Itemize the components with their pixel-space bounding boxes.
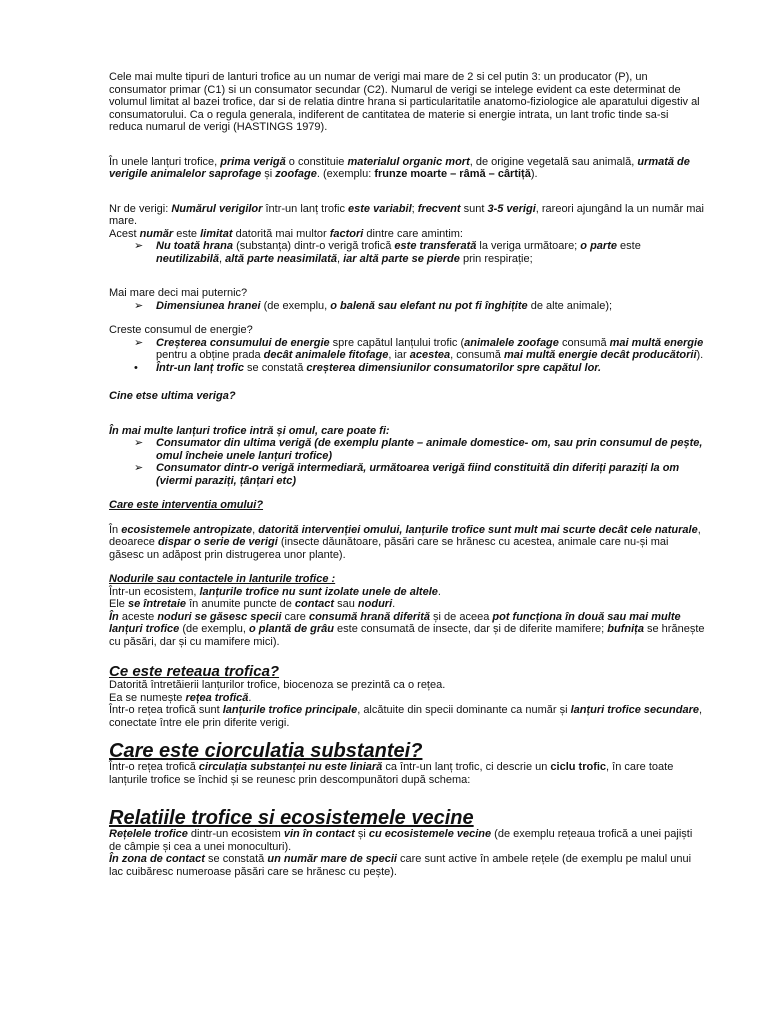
text-run: prima verigă — [220, 155, 286, 168]
text-run: vin în contact — [283, 828, 355, 840]
text-run: decât animalele fitofage — [263, 349, 389, 361]
text-run: bufnița — [607, 623, 644, 635]
text-run: , în care toate lanțurile trofice se închid și se reunesc prin descompunători după schema: — [109, 761, 674, 786]
text-run: de alte animale); — [527, 299, 613, 312]
text-run: și — [261, 168, 276, 180]
question-puternic: Mai mare deci mai puternic? — [109, 287, 248, 299]
text-run: Într-o rețea trofică sunt — [109, 704, 223, 716]
text-run: care sunt active în ambele rețele (de exemplu pe malul unui lac cuibăresc numeroase păsări care se hrănesc cu pește). — [109, 853, 692, 878]
relatii-line-1 — [109, 828, 705, 853]
text-run: pentru a obține prada — [156, 349, 264, 361]
text-run: circulația substanței nu este liniară — [198, 761, 383, 773]
text-run: prin respirație; — [459, 252, 533, 265]
text-run: rețea trofică — [185, 691, 249, 704]
text-run: (de exemplu, — [179, 623, 249, 635]
text-run: (de exemplu, — [260, 299, 331, 312]
list-item — [109, 462, 705, 487]
text-run: Creșterea consumului de energie — [156, 336, 330, 349]
text-run: ). — [696, 349, 704, 361]
text-run: aceste — [118, 610, 158, 623]
text-run: urmată de verigile animalelor saprofage — [109, 155, 690, 180]
text-run: Acest — [109, 227, 140, 240]
text-run: ecosistemele antropizate — [121, 523, 253, 536]
text-run: limitat — [200, 227, 233, 240]
text-run: consumă — [558, 336, 610, 349]
text-run: (de exemplu rețeaua trofică a unei pajiști de câmpie și cea a unei monoculturi). — [109, 828, 693, 853]
text-run: dispar o serie de verigi — [157, 536, 278, 548]
text-run: datorită mai multor — [232, 227, 330, 240]
text-run: pot funcționa în două sau mai multe lanțuri trofice — [109, 610, 681, 635]
question-ultima: Cine etse ultima veriga? — [109, 390, 236, 402]
text-run: zoofage — [275, 168, 317, 180]
text-run: Consumator din ultima verigă (de exemplu plante – animale domestice- om, sau prin consumul de pește, omul încheie unele lanțuri trofice) — [156, 437, 703, 462]
text-run: În — [109, 523, 122, 536]
text-run: . — [392, 598, 396, 610]
text-run: , rareori ajungând la un număr mai mare. — [109, 202, 704, 227]
section-heading: Ce este reteaua trofica? — [109, 663, 280, 680]
text-run: altă parte neasimilată — [225, 252, 337, 265]
noduri-line-1 — [109, 586, 705, 599]
text-run: În zona de contact — [109, 853, 205, 865]
text-run: Dimensiunea hranei — [156, 299, 261, 312]
intro-paragraph: Cele mai multe tipuri de lanturi trofice au un numar de verigi mai mare de 2 si cel putin 3: un producator (P), un consumator primar (C1) si un consumator secundar (C2). Numarul de verigi se intelege evident ca este determinat de volumul limitat al bazei trofice, dar si de relatia dintre hrana si particularitatile anatomo-fiziologice ale aparatului digestiv al consumatorului. Ca o regula generala, indiferent de cantitatea de materie si energie intrata, un lant trofic tinde sa-si reduca numarul de verigi (HASTINGS 1979). — [109, 71, 700, 133]
arrow-bullet-icon: ➢ — [134, 299, 144, 312]
text-run: în anumite puncte de — [186, 598, 295, 610]
arrow-bullet-icon: ➢ — [134, 336, 144, 349]
text-run: noduri se găsesc specii — [157, 610, 282, 623]
list-item — [109, 300, 705, 313]
text-run: dintr-un ecosistem — [187, 828, 284, 840]
list-item — [109, 437, 705, 462]
arrow-bullet-icon: ➢ — [134, 462, 144, 474]
text-run: (substanța) dintr-o verigă trofică — [233, 240, 395, 252]
text-run: o balenă sau elefant nu pot fi înghițite — [330, 299, 528, 312]
text-run: , deoarece — [109, 523, 701, 548]
text-run: se constată — [244, 361, 307, 374]
text-run: se hrănește cu păsări, dar și cu mamifere mici). — [109, 623, 705, 648]
acest-numar-paragraph — [109, 228, 705, 241]
noduri-title: Nodurile sau contactele in lanturile trofice : — [109, 573, 336, 585]
text-run: lanțuri trofice secundare — [570, 704, 699, 716]
text-run: neutilizabilă — [156, 252, 219, 265]
text-run: este variabil — [348, 202, 412, 215]
text-run: , consumă — [450, 349, 504, 361]
text-run: În — [109, 610, 119, 623]
reteaua-line-2 — [109, 692, 705, 705]
text-run: Într-un ecosistem, — [109, 585, 200, 598]
text-run: contact — [294, 598, 335, 610]
text-run: dintre care amintim: — [363, 227, 463, 240]
text-run: se constată — [204, 853, 268, 865]
section-heading: Care este ciorculatia substantei? — [109, 740, 423, 762]
text-run: un număr mare de specii — [267, 853, 397, 865]
text-run: frunze moarte – râmă – cârtiță — [374, 168, 531, 180]
text-run: . — [437, 585, 441, 598]
text-run: spre capătul lanțului trofic ( — [329, 336, 465, 349]
prima-veriga-paragraph — [109, 156, 705, 181]
antropizate-paragraph — [109, 524, 705, 562]
text-run: care — [281, 610, 309, 623]
list-item — [109, 362, 705, 375]
question-energie: Creste consumul de energie? — [109, 324, 253, 336]
text-run: factori — [329, 227, 364, 240]
list-item — [109, 240, 705, 265]
bullet-icon: • — [134, 361, 138, 374]
noduri-line-3 — [109, 611, 705, 649]
text-run: lanțurile trofice nu sunt izolate unele de altele — [199, 585, 438, 598]
section-heading: Relatiile trofice si ecosistemele vecine — [109, 807, 474, 829]
circulatia-paragraph — [109, 761, 705, 786]
text-run: Ele — [109, 598, 128, 610]
text-run: număr — [139, 227, 174, 240]
text-run: ). — [530, 168, 538, 180]
text-run: , — [252, 523, 259, 536]
text-run: ; — [411, 202, 418, 215]
text-run: mai multă energie — [609, 336, 704, 349]
text-run: (insecte dăunătoare, păsări care se hrănesc cu acestea, animale care nu-și mai găsesc un adăpost prin distrugerea unor plante). — [109, 536, 669, 561]
arrow-bullet-icon: ➢ — [134, 240, 144, 252]
text-run: . (exemplu: — [316, 168, 375, 180]
text-run: la veriga următoare; — [476, 240, 581, 252]
text-run: creșterea dimensiunilor consumatorilor spre capătul lor. — [306, 361, 602, 374]
question-interventia: Care este interventia omului? — [109, 499, 264, 511]
text-run: , de origine vegetală sau animală, — [469, 155, 638, 168]
text-run: , alcătuite din specii dominante ca număr și — [357, 704, 571, 716]
text-run: sau — [334, 598, 358, 610]
relatii-line-2 — [109, 853, 705, 878]
reteaua-line-3 — [109, 704, 705, 729]
arrow-bullet-icon: ➢ — [134, 437, 144, 449]
document-page — [109, 71, 705, 878]
text-run: și de aceea — [430, 610, 493, 623]
text-run: într-un lanț trofic — [262, 202, 349, 215]
text-run: consumă hrană diferită — [308, 610, 430, 623]
nr-verigi-paragraph — [109, 203, 705, 228]
text-run: datorită intervenției omului, lanțurile trofice sunt mult mai scurte decât cele naturale — [258, 523, 698, 536]
text-run: În unele lanțuri trofice, — [109, 155, 221, 168]
text-run: , conectate între ele prin diferite verigi. — [109, 704, 703, 729]
reteaua-line-1: Datorită întretăierii lanțurilor trofice, biocenoza se prezintă ca o rețea. — [109, 679, 446, 691]
text-run: frecvent — [417, 202, 461, 215]
text-run: . — [248, 691, 252, 704]
text-run: Nr de verigi: — [109, 202, 172, 215]
omul-intro: În mai multe lanțuri trofice intră și omul, care poate fi: — [109, 424, 390, 437]
text-run: Într-un lanț trofic — [156, 361, 244, 374]
text-run: o plantă de grâu — [249, 623, 334, 635]
text-run: cu ecosistemele vecine — [368, 828, 492, 840]
text-run: Numărul verigilor — [171, 202, 263, 215]
text-run: este transferată — [394, 240, 477, 252]
text-run: o parte — [580, 240, 617, 252]
text-run: materialul organic mort — [347, 155, 470, 168]
text-run: , — [336, 252, 344, 265]
text-run: , iar — [388, 349, 410, 361]
text-run: ciclu trofic — [550, 761, 607, 773]
text-run: acestea — [409, 349, 451, 361]
text-run: Consumator dintr-o verigă intermediară, următoarea verigă fiind constituită din diferiți paraziți la om (viermi paraziți, țânțari etc) — [156, 462, 680, 487]
text-run: și — [354, 828, 369, 840]
text-run: Într-o rețea trofică — [109, 761, 199, 773]
text-run: o constituie — [285, 155, 348, 168]
text-run: Rețelele trofice — [109, 828, 188, 840]
list-item — [109, 337, 705, 362]
text-run: 3-5 verigi — [487, 202, 536, 215]
text-run: se întretaie — [127, 598, 187, 610]
text-run: Ea se numește — [109, 691, 186, 704]
text-run: ca într-un lanț trofic, ci descrie un — [382, 761, 551, 773]
text-run: animalele zoofage — [464, 336, 559, 349]
text-run: este consumată de insecte, dar și de diferite mamifere; — [333, 623, 608, 635]
text-run: este — [616, 240, 641, 252]
text-run: Nu toată hrana — [156, 240, 234, 252]
text-run: , — [218, 252, 226, 265]
text-run: sunt — [460, 202, 488, 215]
text-run: mai multă energie decât producătorii — [503, 349, 697, 361]
text-run: iar altă parte se pierde — [343, 252, 460, 265]
noduri-line-2 — [109, 598, 705, 611]
text-run: noduri — [357, 598, 393, 610]
text-run: lanțurile trofice principale — [222, 704, 358, 716]
text-run: este — [173, 227, 201, 240]
